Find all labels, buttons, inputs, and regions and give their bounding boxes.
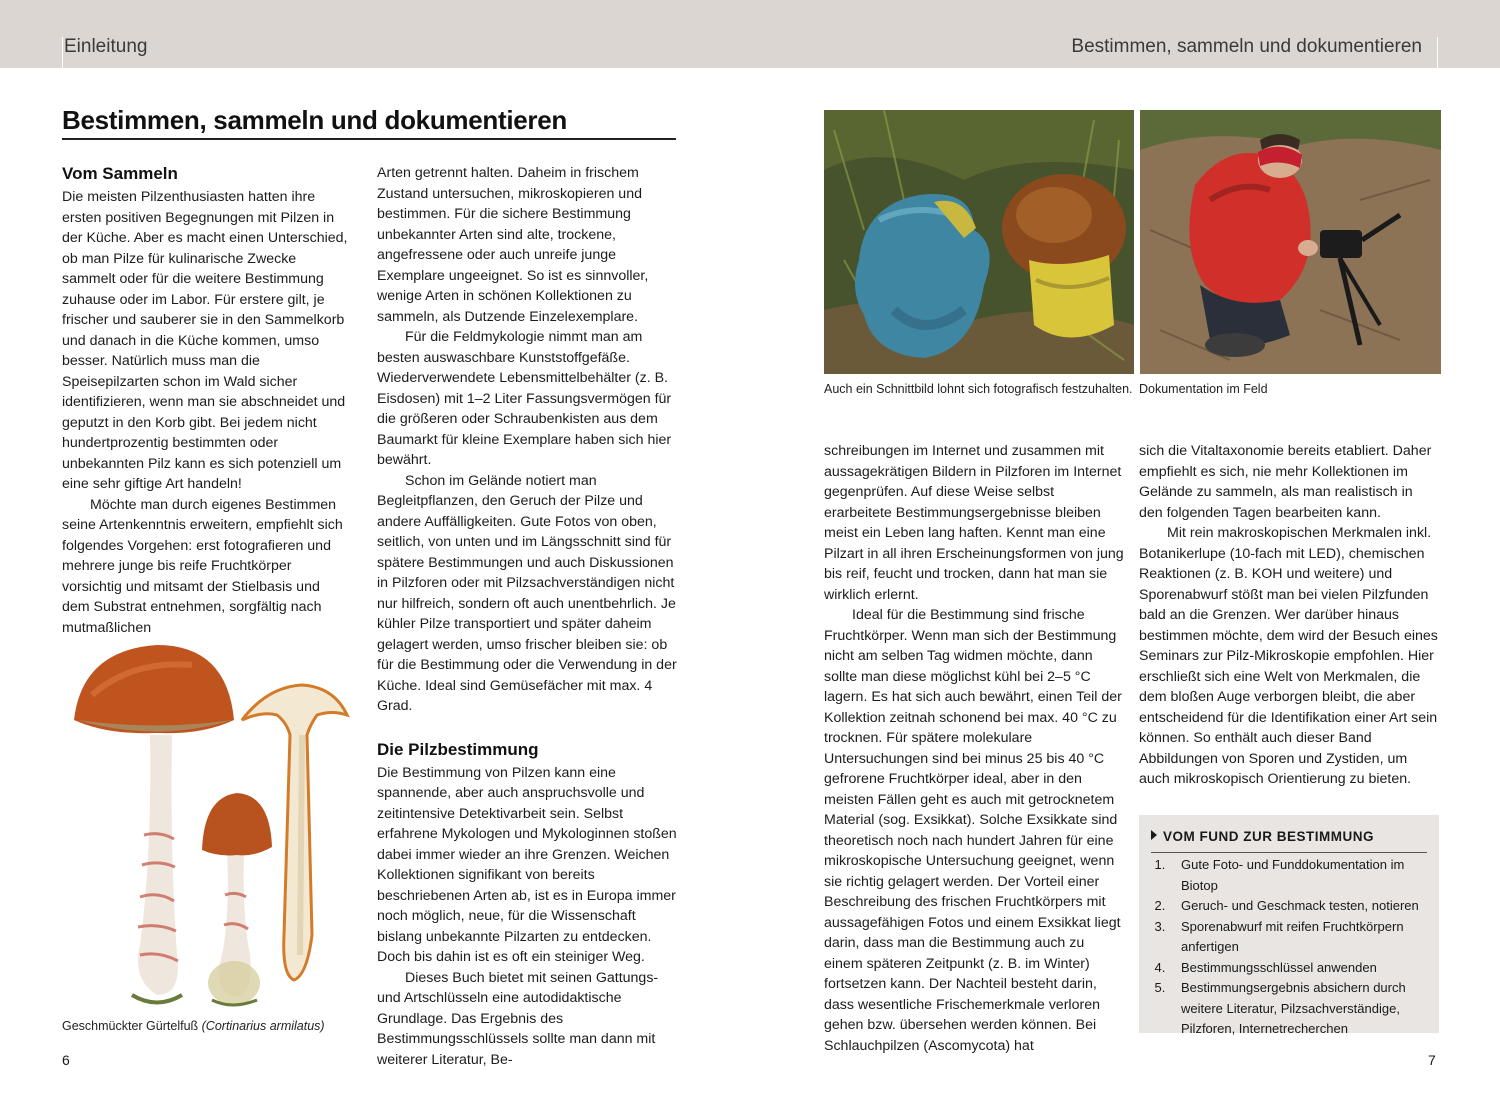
photo-caption-cross-section: Auch ein Schnittbild lohnt sich fotografisch festzuhalten. bbox=[824, 382, 1133, 396]
info-box-rule bbox=[1151, 852, 1427, 853]
title-underline bbox=[62, 138, 676, 140]
section-heading-sammeln: Vom Sammeln bbox=[62, 164, 178, 183]
page-number-left: 6 bbox=[62, 1052, 70, 1068]
paragraph: Mit rein makroskopischen Merkmalen inkl. Botanikerlupe (10-fach mit LED), chemischen Reaktionen (z. B. KOH und weitere) und Sporenabwurf stößt man bei vielen Pilzfunden bald an die Grenzen. Wer darüber hinaus bestimmen möchte, dem wird der Besuch eines Seminars zur Pilz-Mikroskopie empfohlen. Hier erschließt sich eine Welt von Merkmalen, die dem bloßen Auge verborgen bleibt, die aber entscheidend für die Identifikation einer Art sein können. So enthält auch dieser Band Abbildungen von Sporen und Zystiden, um auch mikroskopisch Orientierung zu bieten. bbox=[1139, 525, 1438, 787]
list-item: 2. Geruch- und Geschmack testen, notieren bbox=[1169, 896, 1439, 917]
text-column-2 bbox=[377, 163, 677, 1070]
list-item: 1. Gute Foto- und Funddokumentation im Biotop bbox=[1169, 855, 1439, 896]
text-column-4 bbox=[1139, 441, 1439, 790]
photo-bolete-cross-section bbox=[824, 110, 1134, 374]
section-heading-pilzbestimmung: Die Pilzbestimmung bbox=[377, 739, 539, 759]
paragraph: Für die Feldmykologie nimmt man am besten auswaschbare Kunststoffgefäße. Wiederverwendete Lebensmittelbehälter (z. B. Eisdosen) mit 1–2 Liter Fassungsvermögen für die größeren oder Schraubenkisten aus dem Baumarkt für kleine Exemplare haben sich hier bewährt. bbox=[377, 329, 672, 468]
page-title: Bestimmen, sammeln und dokumentieren bbox=[62, 105, 567, 135]
list-item: 4. Bestimmungsschlüssel anwenden bbox=[1169, 958, 1439, 979]
paragraph: Dieses Buch bietet mit seinen Gattungs- und Artschlüsseln eine autodidaktische Grundlage. Das Ergebnis des Bestimmungsschlüssels sollte man dann mit weiterer Literatur, Be- bbox=[377, 969, 659, 1068]
paragraph: Schon im Gelände notiert man Begleitpflanzen, den Geruch der Pilze und andere Auffälligkeiten. Gute Fotos von oben, seitlich, von unten und im Längsschnitt sind für spätere Bestimmungen und auch Diskussionen in Pilzforen oder mit Pilzsachverständigen nicht nur hilfreich, sondern oft auch unentbehrlich. Je kühler Pilze transportiert und später daheim gelagert werden, umso frischer bleiben sie: ob für die Bestimmung oder die Verwendung in der Küche. Ideal sind Gemüsefächer mit max. 4 Grad. bbox=[377, 472, 677, 714]
page-number-right: 7 bbox=[1428, 1052, 1436, 1068]
text-column-1 bbox=[62, 163, 350, 638]
paragraph: Die Bestimmung von Pilzen kann eine spannende, aber auch anspruchsvolle und zeitintensive Detektivarbeit sein. Selbst erfahrene Mykologen und Mykologinnen stoßen dabei immer wieder an ihre Grenzen. Weichen Kollektionen signifikant von bereits beschriebenen Arten ab, ist es in Europa immer noch möglich, neue, für die Wissenschaft bislang unbekannte Pilzarten zu entdecken. Doch bis dahin ist es oft ein steiniger Weg. bbox=[377, 764, 677, 965]
paragraph: Die meisten Pilzenthusiasten hatten ihre ersten positiven Begegnungen mit Pilzen in der Küche. Aber es macht einen Unterschied, ob man Pilze für kulinarische Zwecke sammelt oder für die weitere Bestimmung zuhause oder im Labor. Für erstere gilt, je frischer und sauberer sie in den Sammelkorb und danach in die Küche kommen, umso besser. Natürlich muss man die Speisepilzarten schon im Wald sicher identifizieren, wenn man sie abschneidet und geputzt in den Korb gibt. Bei jedem nicht hundertprozentig bestimmten oder unbekannten Pilz kann es sich potenziell um eine sehr giftige Art handeln! bbox=[62, 189, 348, 492]
text-column-3 bbox=[824, 441, 1124, 1056]
illustration-caption-name: Geschmückter Gürtelfuß bbox=[62, 1019, 199, 1033]
triangle-icon bbox=[1151, 830, 1157, 840]
info-box-steps bbox=[1139, 815, 1439, 1036]
paragraph: Möchte man durch eigenes Bestimmen seine Artenkenntnis erweitern, empfiehlt sich folgendes Vorgehen: erst fotografieren und mehrere junge bis reife Fruchtkörper vorsichtig und mitsamt der Stielbasis und dem Substrat entnehmen, sorgfältig nach mutmaßlichen bbox=[62, 496, 343, 636]
paragraph: schreibungen im Internet und zusammen mit aussagekrätigen Bildern in Pilzforen im Internet gegenprüfen. Auf diese Weise selbst erarbeitete Bestimmungsergebnisse bleiben meist ein Leben lang haften. Kennt man eine Pilzart in all ihren Erscheinungsformen von jung bis reif, feucht und trocken, dann hat man sie wirklich erlernt. bbox=[824, 443, 1124, 603]
header-divider-left bbox=[62, 37, 63, 68]
header-section-label: Einleitung bbox=[64, 36, 148, 57]
illustration-caption bbox=[62, 1019, 325, 1033]
photo-caption-field: Dokumentation im Feld bbox=[1139, 382, 1268, 396]
paragraph: Arten getrennt halten. Daheim in frischem Zustand untersuchen, mikroskopieren und bestimmen. Für die sichere Bestimmung unbekannter Arten sind alte, trockene, angefressene oder auch unreife junge Exemplare ungeeignet. So ist es sinnvoller, wenige Arten in schönen Kollektionen zu sammeln, als Dutzende Einzelexemplare. bbox=[377, 165, 649, 325]
header-divider-right bbox=[1437, 37, 1438, 68]
running-header bbox=[0, 0, 1500, 68]
info-box-title-text: VOM FUND ZUR BESTIMMUNG bbox=[1163, 829, 1374, 844]
paragraph: Ideal für die Bestimmung sind frische Fruchtkörper. Wenn man sich der Bestimmung nicht am selben Tag widmen möchte, dann sollte man diese möglichst kühl bei 2–5 °C lagern. Es hat sich auch bewährt, einen Teil der Kollektion zeitnah schonend bei max. 40 °C zu trocknen. Für spätere molekulare Untersuchungen sind bei minus 25 bis 40 °C gefrorene Fruchtkörper ideal, aber in den meisten Fällen geht es auch mit getrocknetem Material (sog. Exsikkat). Solche Exsikkate sind theoretisch noch nach hundert Jahren für eine mikroskopische Untersuchung geeignet, wenn sie richtig gelagert werden. Der Vorteil einer Beschreibung des frischen Fruchtkörpers mit aussagefähigen Fotos und einem Exsikkat liegt darin, dass man die Bestimmung auch zu einem späteren Zeitpunkt (z. B. im Winter) fortsetzen kann. Der Nachteil besteht darin, dass wesentliche Frischemerkmale verloren gehen bzw. übersehen werden können. Bei Schlauchpilzen (Ascomycota) hat bbox=[824, 607, 1122, 1054]
info-box-title bbox=[1151, 829, 1374, 844]
photo-field-documentation bbox=[1140, 110, 1441, 374]
list-item: 5. Bestimmungsergebnis absichern durch weitere Literatur, Pilzsachverständige, Pilzforen, Internetrecherchen bbox=[1169, 978, 1439, 1040]
steps-list bbox=[1151, 855, 1439, 1040]
paragraph: sich die Vitaltaxonomie bereits etabliert. Daher empfiehlt es sich, nie mehr Kollektionen im Gelände zu sammeln, als man realistisch in den folgenden Tagen bearbeiten kann. bbox=[1139, 443, 1432, 521]
illustration-cortinarius bbox=[62, 635, 352, 1013]
illustration-caption-latin: (Cortinarius armilatus) bbox=[201, 1019, 325, 1033]
header-chapter-label: Bestimmen, sammeln und dokumentieren bbox=[1071, 36, 1422, 57]
list-item: 3. Sporenabwurf mit reifen Fruchtkörpern anfertigen bbox=[1169, 917, 1439, 958]
